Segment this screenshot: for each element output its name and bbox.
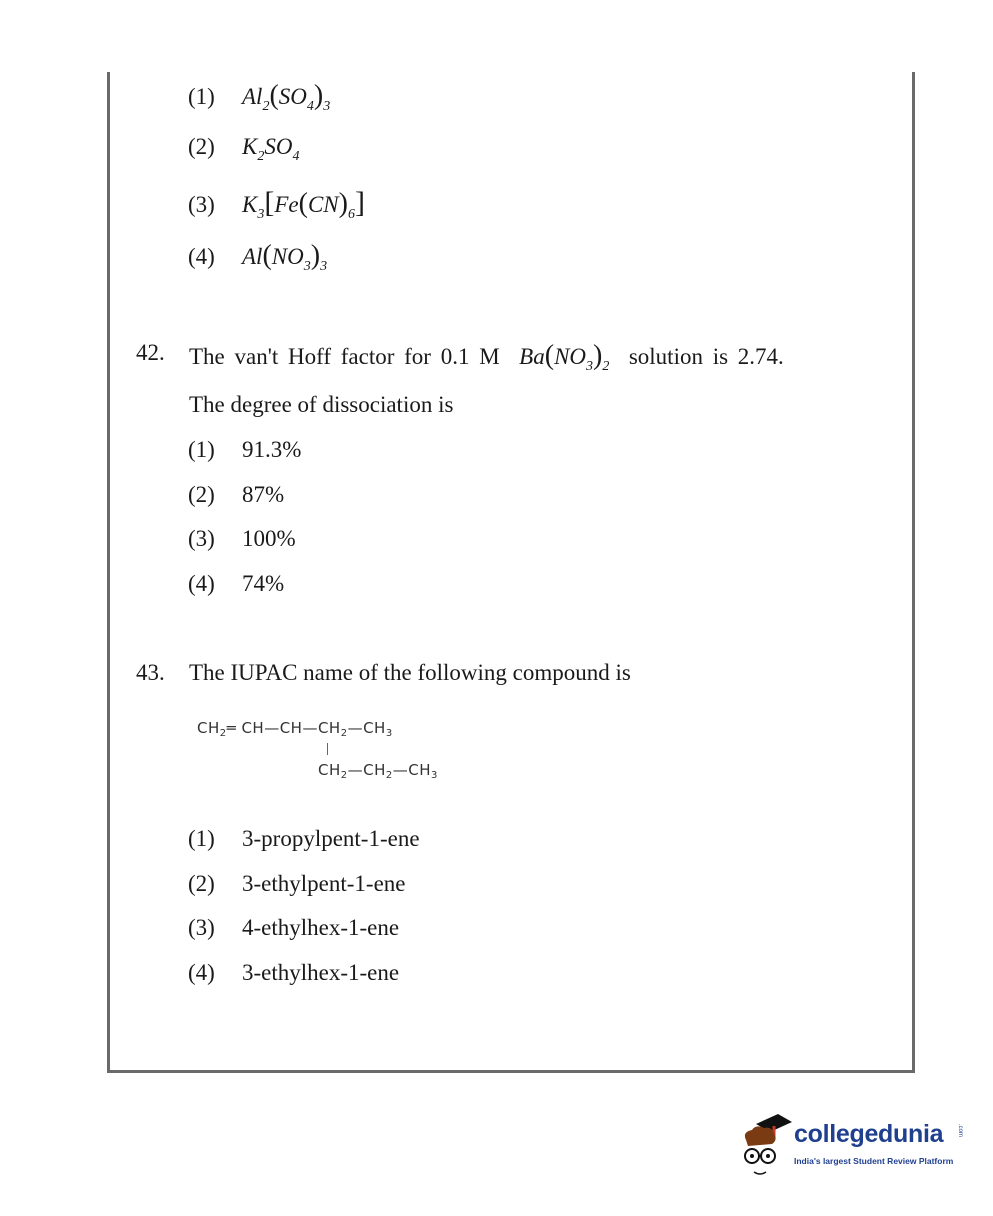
logo-name: collegedunia (794, 1120, 944, 1148)
option-number: (3) (188, 526, 215, 551)
option-number: (4) (188, 571, 215, 596)
question-text-before: The van't Hoff factor for 0.1 M (189, 344, 500, 369)
q42-option-2[interactable] (188, 482, 284, 508)
option-text: 87% (242, 482, 285, 507)
q41-option-2[interactable] (188, 134, 299, 165)
mascot-icon (738, 1110, 794, 1180)
question-text: The IUPAC name of the following compound is (189, 660, 631, 685)
option-number: (1) (188, 437, 215, 462)
q42-option-3[interactable] (188, 526, 296, 552)
q42-question-line2: The degree of dissociation is (189, 392, 454, 417)
q41-option-4[interactable] (188, 240, 327, 275)
question-number: 42. (136, 340, 165, 365)
structure-branch-bond (327, 743, 328, 755)
q42-option-4[interactable] (188, 571, 284, 597)
logo-suffix: .com (957, 1124, 963, 1138)
q43-option-3[interactable] (188, 915, 399, 941)
option-text: 74% (242, 571, 285, 596)
q43-option-1[interactable] (188, 826, 420, 852)
question-formula: $Ba(NO_3)_2$ (519, 340, 610, 374)
option-formula: $Al_2(SO_4)_3$ (242, 80, 331, 114)
option-number: (4) (188, 960, 215, 985)
collegedunia-logo[interactable] (738, 1110, 968, 1180)
option-formula: $K_3[Fe(CN)_6]$ (242, 186, 365, 222)
structure-main-chain: $CH_2═$ $CH—CH—CH_2—CH_3$ (197, 719, 393, 739)
option-number: (2) (188, 134, 215, 159)
q43-question (136, 660, 856, 690)
option-number: (2) (188, 482, 215, 507)
q43-option-4[interactable] (188, 960, 399, 986)
question-number: 43. (136, 660, 165, 685)
question-text-after: solution is 2.74. (628, 344, 784, 369)
structure-branch: $CH_2—CH_2—CH_3$ (318, 761, 438, 781)
option-number: (3) (188, 192, 215, 217)
option-text: 4-ethylhex-1-ene (242, 915, 400, 940)
option-number: (2) (188, 871, 215, 896)
option-number: (4) (188, 244, 215, 269)
logo-tagline: India's largest Student Review Platform (794, 1156, 954, 1166)
q42-question (136, 340, 856, 374)
question-text (189, 340, 784, 375)
option-text: 100% (242, 526, 296, 551)
q41-option-1[interactable] (188, 80, 330, 115)
option-text: 3-propylpent-1-ene (242, 826, 420, 851)
q43-option-2[interactable] (188, 871, 405, 897)
option-formula: $K_2SO_4$ (242, 134, 300, 164)
option-text: 3-ethylpent-1-ene (242, 871, 406, 896)
q42-option-1[interactable] (188, 437, 301, 463)
option-number: (1) (188, 84, 215, 109)
option-number: (3) (188, 915, 215, 940)
option-text: 3-ethylhex-1-ene (242, 960, 400, 985)
option-number: (1) (188, 826, 215, 851)
q41-option-3[interactable] (188, 186, 365, 223)
option-text: 91.3% (242, 437, 302, 462)
option-formula: $Al(NO_3)_3$ (242, 240, 328, 274)
